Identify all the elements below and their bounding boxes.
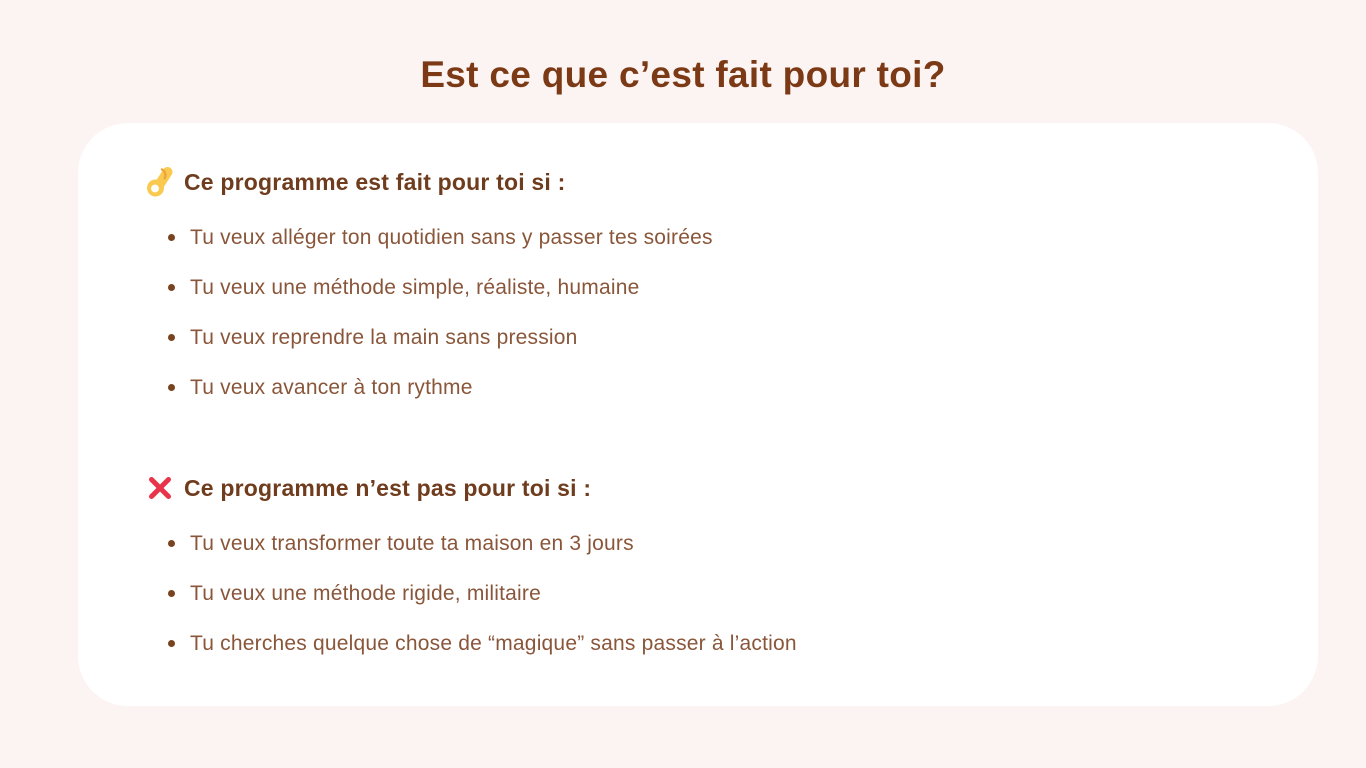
section-for-you xyxy=(146,167,1250,402)
section-for-you-title: Ce programme est fait pour toi si : xyxy=(184,168,566,195)
section-not-for-you xyxy=(146,473,1250,658)
list-item: Tu veux transformer toute ta maison en 3 jours xyxy=(168,529,1250,558)
ok-hand-icon xyxy=(146,167,174,197)
list-item: Tu cherches quelque chose de “magique” sans passer à l’action xyxy=(168,629,1250,658)
section-for-you-heading xyxy=(146,167,1250,197)
page-title: Est ce que c’est fait pour toi? xyxy=(420,54,946,95)
list-item: Tu veux avancer à ton rythme xyxy=(168,373,1250,402)
cross-mark-icon xyxy=(146,473,174,503)
not-for-you-list xyxy=(146,529,1250,658)
section-not-for-you-title: Ce programme n’est pas pour toi si : xyxy=(184,474,592,501)
list-item: Tu veux une méthode rigide, militaire xyxy=(168,579,1250,608)
list-item: Tu veux reprendre la main sans pression xyxy=(168,323,1250,352)
section-not-for-you-heading xyxy=(146,473,1250,503)
list-item: Tu veux alléger ton quotidien sans y passer tes soirées xyxy=(168,223,1250,252)
content-card xyxy=(78,123,1318,706)
for-you-list xyxy=(146,223,1250,402)
list-item: Tu veux une méthode simple, réaliste, humaine xyxy=(168,273,1250,302)
